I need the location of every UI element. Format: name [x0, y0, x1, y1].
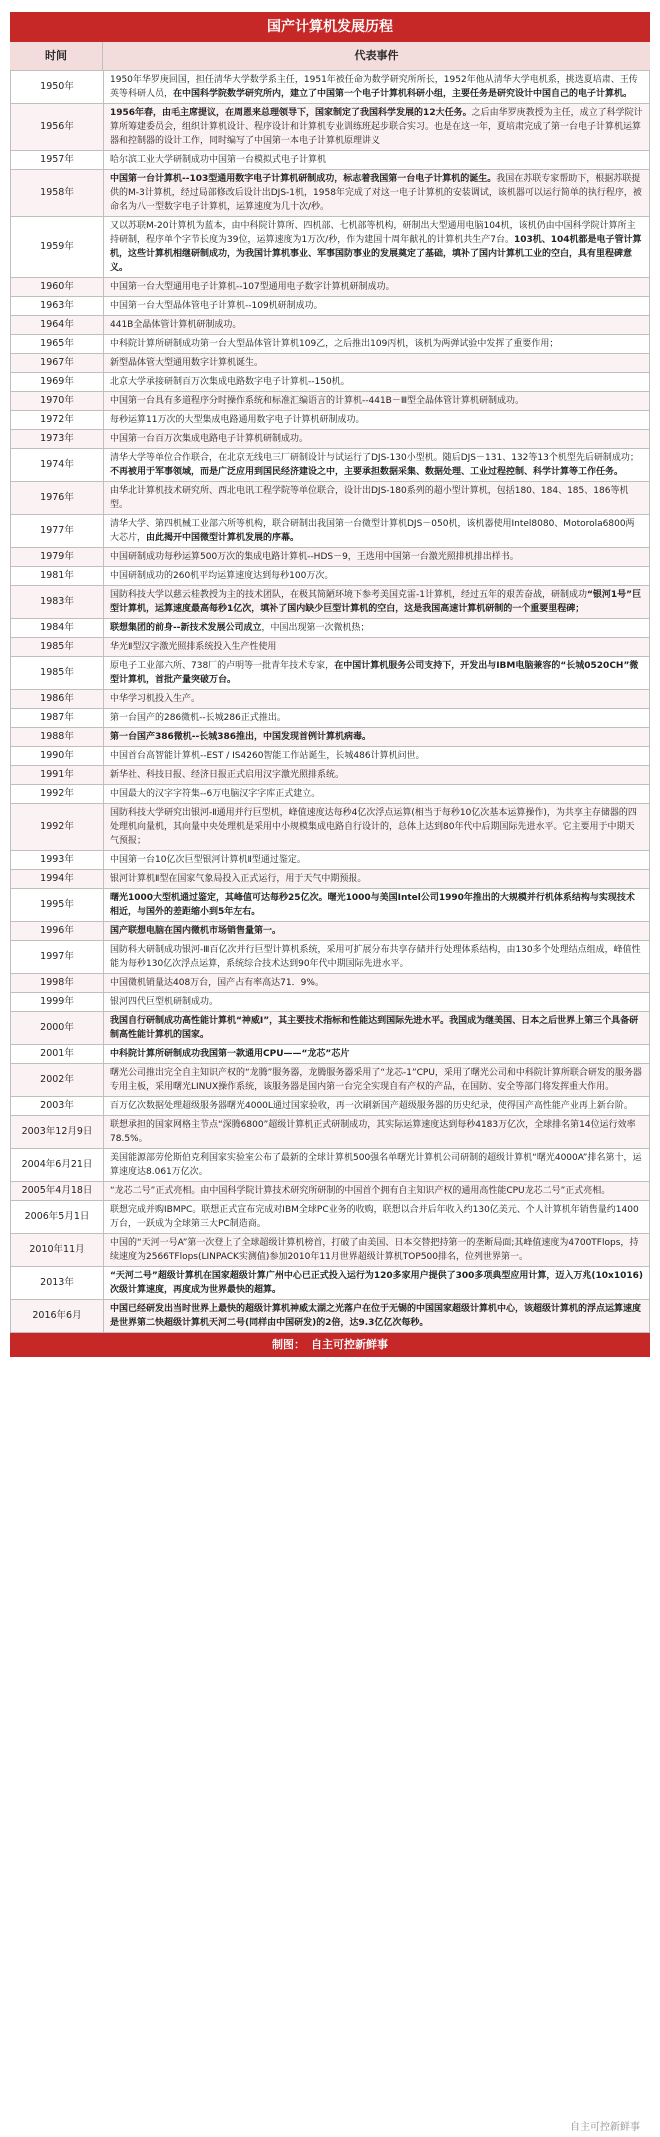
- row-event: [104, 851, 649, 869]
- event-text-bold: “银河1号”巨型计算机，运算速度最高每秒1亿次，填补了国内缺少巨型计算机的空白，这是我国高速计算机研制的一个重要里程碑；: [110, 590, 642, 614]
- row-event: [104, 316, 649, 334]
- row-event: [104, 297, 649, 315]
- table-row: [11, 1012, 649, 1045]
- event-text-pre: 又以苏联M-20计算机为蓝本，由中科院计算所、四机部、七机部等机构，研制出大型通用电脑104机，该机仍由中国科学院计算所主持研制，程序单个字节长度为39位，运算速度为1万次/秒，作为建国十周年献礼的计算机共生产7台。: [110, 221, 636, 245]
- row-year: 1987年: [11, 709, 104, 727]
- table-row: [11, 392, 649, 411]
- table-row: [11, 151, 649, 170]
- table-row: [11, 974, 649, 993]
- event-text-pre: 新华社、科技日报、经济日报正式启用汉字激光照排系统。: [110, 770, 345, 780]
- row-event: [104, 1012, 649, 1044]
- row-event: [104, 922, 649, 940]
- table-row: [11, 1182, 649, 1201]
- row-year: 1957年: [11, 151, 104, 169]
- event-text-bold: 在中国计算机服务公司支持下，开发出与IBM电脑兼容的“长城0520CH”微型计算机，首批产量突破万台。: [110, 661, 639, 685]
- table-row: [11, 766, 649, 785]
- row-year: 1959年: [11, 217, 104, 277]
- table-row: [11, 586, 649, 619]
- event-text-pre: 中科院计算所研制成功第一台大型晶体管计算机109乙，之后推出109丙机，该机为两弹试验中发挥了重要作用；: [110, 339, 559, 349]
- row-event: [104, 974, 649, 992]
- event-text-bold: 联想集团的前身--新技术发展公司成立: [110, 623, 262, 633]
- table-row: [11, 1045, 649, 1064]
- row-event: [104, 690, 649, 708]
- row-event: [104, 482, 649, 514]
- row-event: [104, 411, 649, 429]
- row-year: 1993年: [11, 851, 104, 869]
- event-text-pre: 中国首台高智能计算机--EST / IS4260智能工作站诞生，长城486计算机问世。: [110, 751, 425, 761]
- row-year: 1970年: [11, 392, 104, 410]
- row-year: 2004年6月21日: [11, 1149, 104, 1181]
- row-event: [104, 804, 649, 850]
- event-text-post: 之后由华罗庚教授为主任，成立了科学院计算所筹建委员会，组织计算机设计、程序设计和计算机专业训练班起步联合实习。也是在这一年，夏培肃完成了第一台电子计算机运算器和控制器的设计工作，同时编写了中国第一本电子计算机原理讲义: [110, 108, 643, 146]
- row-event: [104, 1149, 649, 1181]
- row-year: 1995年: [11, 889, 104, 921]
- row-year: 1974年: [11, 449, 104, 481]
- event-text-pre: 中国微机销量达408万台，国产占有率高达71．9%。: [110, 978, 324, 988]
- row-event: [104, 1267, 649, 1299]
- footer-maker: 自主可控新鲜事: [311, 1338, 388, 1351]
- row-event: [104, 1201, 649, 1233]
- row-year: 1998年: [11, 974, 104, 992]
- row-year: 1988年: [11, 728, 104, 746]
- row-event: [104, 515, 649, 547]
- row-year: 1977年: [11, 515, 104, 547]
- table-row: [11, 1267, 649, 1300]
- row-event: [104, 728, 649, 746]
- table-row: [11, 430, 649, 449]
- watermark: 自主可控新鲜事: [570, 2122, 640, 2133]
- page: [0, 12, 660, 2137]
- row-year: 2006年5月1日: [11, 1201, 104, 1233]
- event-text-bold: 不再被用于军事领域，而是广泛应用到国民经济建设之中，主要承担数据采集、数据处理、工业过程控制、科学计算等工作任务。: [110, 467, 624, 477]
- event-text-pre: 新型晶体管大型通用数字计算机诞生。: [110, 358, 264, 368]
- row-event: [104, 747, 649, 765]
- table-header: [10, 42, 650, 71]
- event-text-pre: 第一台国产的286微机--长城286正式推出。: [110, 713, 286, 723]
- table-row: [11, 870, 649, 889]
- row-year: 2001年: [11, 1045, 104, 1063]
- event-text-pre: 清华大学、第四机械工业部六所等机构，联合研制出我国第一台微型计算机DJS－050机，该机器使用Intel8080、Motorola6800两大芯片，: [110, 519, 635, 543]
- row-event: [104, 335, 649, 353]
- table-row: [11, 709, 649, 728]
- row-year: 1969年: [11, 373, 104, 391]
- table-row: [11, 851, 649, 870]
- footer-credit: [10, 1333, 650, 1357]
- row-year: 1991年: [11, 766, 104, 784]
- event-text-bold: 第一台国产386微机--长城386推出，中国发现首例计算机病毒。: [110, 732, 372, 742]
- row-year: 1958年: [11, 170, 104, 216]
- event-text-bold: “天河二号”超级计算机在国家超级计算广州中心已正式投入运行为120多家用户提供了300多项典型应用计算，迈入万兆(10x1016)次级计算速度，再度成为世界最快的超算。: [110, 1271, 644, 1295]
- event-text-pre: 中国第一台大型通用电子计算机--107型通用电子数字计算机研制成功。: [110, 282, 395, 292]
- row-year: 1992年: [11, 785, 104, 803]
- table-row: [11, 411, 649, 430]
- row-event: [104, 586, 649, 618]
- row-year: 2010年11月: [11, 1234, 104, 1266]
- event-text-bold: 我国自行研制成功高性能计算机“神威Ⅰ”，其主要技术指标和性能达到国际先进水平。我国成为继美国、日本之后世界上第三个具备研制高性能计算机的国家。: [110, 1016, 639, 1040]
- event-text-bold: 1956年春，由毛主席提议，在周恩来总理领导下，国家制定了我国科学发展的12大任务。: [110, 108, 472, 118]
- row-year: 2016年6月: [11, 1300, 104, 1332]
- event-text-bold: 中国第一台计算机--103型通用数字电子计算机研制成功，标志着我国第一台电子计算机的诞生。: [110, 174, 497, 184]
- event-text-pre: 曙光公司推出完全自主知识产权的“龙腾”服务器，龙腾服务器采用了“龙芯-1”CPU，采用了曙光公司和中科院计算所联合研发的服务器专用主板，采用曙光LINUX操作系统，该服务器是国内第一台完全实现自有产权的产品，在国防、安全等部门将发挥重大作用。: [110, 1068, 642, 1092]
- table-row: [11, 515, 649, 548]
- row-year: 2013年: [11, 1267, 104, 1299]
- table-row: [11, 728, 649, 747]
- row-year: 1979年: [11, 548, 104, 566]
- event-text-pre: 哈尔滨工业大学研制成功中国第一台模拟式电子计算机: [110, 155, 327, 165]
- event-text-pre: 中国的“天河一号A”第一次登上了全球超级计算机榜首，打破了由美国、日本交替把持第一的垄断局面;其峰值速度为4700TFlops，持续速度为2566TFlops(LINPACK实测值)参加2010年11月世界超级计算机TOP500排名，位列世界第一。: [110, 1238, 639, 1262]
- event-text-pre: 北京大学承接研制百万次集成电路数字电子计算机--150机。: [110, 377, 350, 387]
- event-text-bold: 由此揭开中国微型计算机发展的序幕。: [146, 533, 300, 543]
- event-text-pre: 国防科技大学以慈云桂教授为主的技术团队，在极其简陋环境下参考美国克雷-1计算机，经过五年的艰苦奋战，研制成功: [110, 590, 587, 600]
- event-text-pre: 原电子工业部六所、738厂的卢明等一批青年技术专家，: [110, 661, 335, 671]
- row-year: 1986年: [11, 690, 104, 708]
- row-event: [104, 151, 649, 169]
- table-row: [11, 657, 649, 690]
- table-row: [11, 1097, 649, 1116]
- event-text-pre: 国防科大研制成功银河-Ⅲ百亿次并行巨型计算机系统，采用可扩展分布共享存储并行处理体系结构，由130多个处理结点组成，峰值性能为每秒130亿次浮点运算，系统综合技术达到90年代中期国际先进水平。: [110, 945, 641, 969]
- footer-label: 制图：: [272, 1338, 305, 1351]
- row-event: [104, 217, 649, 277]
- row-year: 1976年: [11, 482, 104, 514]
- event-text-post: 我国在苏联专家帮助下，根据苏联提供的M-3计算机，经过局部修改后设计出DJS-1机，1958年完成了对这一电子计算机的安装调试，该机器可以运行简单的执行程序，被命名为八一型数字电子计算机，运算速度为几十次/秒。: [110, 174, 642, 212]
- table-row: [11, 941, 649, 974]
- row-year: 2003年12月9日: [11, 1116, 104, 1148]
- row-year: 1956年: [11, 104, 104, 150]
- row-event: [104, 870, 649, 888]
- table-row: [11, 567, 649, 586]
- row-event: [104, 71, 649, 103]
- event-text-pre: 中国研制成功的260机平均运算速度达到每秒100万次。: [110, 571, 334, 581]
- row-event: [104, 709, 649, 727]
- event-text-bold: 曙光1000大型机通过鉴定，其峰值可达每秒25亿次。曙光1000与美国Intel公司1990年推出的大规模并行机体系结构与实现技术相近，与国外的差距缩小到5年左右。: [110, 893, 635, 917]
- event-text-bold: 103机、104机都是电子管计算机，这些计算机相继研制成功，为我国计算机事业、军事国防事业的发展奠定了基础，填补了国内计算机工业的空白，具有里程碑意义。: [110, 235, 642, 273]
- table-row: [11, 1064, 649, 1097]
- event-text-pre: 银河计算机Ⅱ型在国家气象局投入正式运行，用于天气中期预报。: [110, 874, 367, 884]
- row-event: [104, 278, 649, 296]
- table-row: [11, 993, 649, 1012]
- table-row: [11, 170, 649, 217]
- page-title: 国产计算机发展历程: [10, 12, 650, 42]
- table-row: [11, 922, 649, 941]
- row-year: 1964年: [11, 316, 104, 334]
- table-row: [11, 449, 649, 482]
- table-row: [11, 482, 649, 515]
- event-text-pre: 联想承担的国家网格主节点“深腾6800”超级计算机正式研制成功，其实际运算速度达到每秒4183万亿次，全球排名第14位运行效率78.5%。: [110, 1120, 636, 1144]
- row-year: 2002年: [11, 1064, 104, 1096]
- row-event: [104, 1300, 649, 1332]
- table-row: [11, 690, 649, 709]
- row-year: 1990年: [11, 747, 104, 765]
- table-row: [11, 1234, 649, 1267]
- row-year: 1997年: [11, 941, 104, 973]
- event-text-bold: 中科院计算所研制成功我国第一款通用CPU——“龙芯”芯片: [110, 1049, 350, 1059]
- row-event: [104, 1116, 649, 1148]
- event-text-pre: 中国最大的汉字字符集--6万电脑汉字字库正式建立。: [110, 789, 321, 799]
- row-event: [104, 430, 649, 448]
- table-row: [11, 1116, 649, 1149]
- row-year: 2003年: [11, 1097, 104, 1115]
- row-year: 1981年: [11, 567, 104, 585]
- event-text-bold: 在中国科学院数学研究所内，建立了中国第一个电子计算机科研小组，主要任务是研究设计中国自己的电子计算机。: [173, 89, 633, 99]
- event-text-pre: 清华大学等单位合作联合，在北京无线电三厂研制设计与试运行了DJS-130小型机。随后DJS－131、132等13个机型先后研制成功；: [110, 453, 639, 463]
- row-event: [104, 1234, 649, 1266]
- row-event: [104, 373, 649, 391]
- event-text-pre: 中国第一台大型晶体管电子计算机--109机研制成功。: [110, 301, 323, 311]
- event-text-pre: 中国研制成功每秒运算500万次的集成电路计算机--HDS－9，王选用中国第一台激光照排机排出样书。: [110, 552, 519, 562]
- event-text-pre: 441B全晶体管计算机研制成功。: [110, 320, 242, 330]
- row-year: 2000年: [11, 1012, 104, 1044]
- table-row: [11, 1149, 649, 1182]
- event-text-bold: 国产联想电脑在国内微机市场销售量第一。: [110, 926, 282, 936]
- table-row: [11, 785, 649, 804]
- table-row: [11, 373, 649, 392]
- table-row: [11, 316, 649, 335]
- row-event: [104, 993, 649, 1011]
- table-row: [11, 104, 649, 151]
- event-text-pre: 中华学习机投入生产。: [110, 694, 201, 704]
- table-row: [11, 1201, 649, 1234]
- row-year: 1972年: [11, 411, 104, 429]
- row-event: [104, 104, 649, 150]
- event-text-pre: 中国第一台10亿次巨型银河计算机Ⅱ型通过鉴定。: [110, 855, 306, 865]
- row-event: [104, 657, 649, 689]
- table-row: [11, 889, 649, 922]
- row-year: 1985年: [11, 638, 104, 656]
- event-text-pre: 百万亿次数据处理超级服务器曙光4000L通过国家验收，再一次刷新国产超级服务器的历史纪录，使得国产高性能产业再上新台阶。: [110, 1101, 633, 1111]
- row-year: 1984年: [11, 619, 104, 637]
- event-text-pre: “龙芯二号”正式亮相。由中国科学院计算技术研究所研制的中国首个拥有自主知识产权的通用高性能CPU龙芯二号”正式亮相。: [110, 1186, 611, 1196]
- table-row: [11, 335, 649, 354]
- table-row: [11, 1300, 649, 1333]
- header-time: 时间: [10, 42, 103, 70]
- event-text-pre: 银河四代巨型机研制成功。: [110, 997, 219, 1007]
- row-event: [104, 1045, 649, 1063]
- row-event: [104, 449, 649, 481]
- event-text-pre: 中国第一台具有多道程序分时操作系统和标准汇编语言的计算机--441B－Ⅲ型全晶体管计算机研制成功。: [110, 396, 525, 406]
- table-row: [11, 354, 649, 373]
- history-table: [10, 71, 650, 1333]
- event-text-pre: 中国第一台百万次集成电路电子计算机研制成功。: [110, 434, 309, 444]
- row-year: 1983年: [11, 586, 104, 618]
- event-text-pre: 由华北计算机技术研究所、西北电讯工程学院等单位联合，设计出DJS-180系列的超小型计算机，包括180、184、185、186等机型。: [110, 486, 629, 510]
- event-text-pre: 联想完成并购IBMPC。联想正式宣布完成对IBM全球PC业务的收购，联想以合并后年收入约130亿美元、个人计算机年销售量约1400万台，一跃成为全球第三大PC制造商。: [110, 1205, 639, 1229]
- row-year: 1960年: [11, 278, 104, 296]
- row-year: 1985年: [11, 657, 104, 689]
- row-event: [104, 548, 649, 566]
- row-year: 1996年: [11, 922, 104, 940]
- table-row: [11, 71, 649, 104]
- row-year: 2005年4月18日: [11, 1182, 104, 1200]
- row-year: 1963年: [11, 297, 104, 315]
- row-year: 1994年: [11, 870, 104, 888]
- row-event: [104, 1064, 649, 1096]
- header-event: 代表事件: [354, 49, 399, 62]
- table-row: [11, 619, 649, 638]
- event-text-pre: 华光Ⅱ型汉字激光照排系统投入生产性使用: [110, 642, 277, 652]
- event-text-pre: 1950年华罗庚回国，担任清华大学数学系主任，1951年被任命为数学研究所所长，1952年他从清华大学电机系，挑选夏培肃、王传英等科研人员，: [110, 75, 638, 99]
- event-text-post: ，中国出现第一次微机热；: [261, 623, 370, 633]
- row-year: 1965年: [11, 335, 104, 353]
- event-text-bold: 中国已经研发出当时世界上最快的超级计算机神威太湖之光落户在位于无锡的中国国家超级计算机中心，该超级计算机的浮点运算速度是世界第二快超级计算机天河二号(同样由中国研发)的2倍，达9.3亿亿次每秒。: [110, 1304, 642, 1328]
- row-event: [104, 941, 649, 973]
- row-year: 1992年: [11, 804, 104, 850]
- row-event: [104, 392, 649, 410]
- row-event: [104, 567, 649, 585]
- row-event: [104, 354, 649, 372]
- table-row: [11, 747, 649, 766]
- row-year: 1967年: [11, 354, 104, 372]
- row-event: [104, 766, 649, 784]
- table-row: [11, 548, 649, 567]
- row-event: [104, 638, 649, 656]
- row-year: 1973年: [11, 430, 104, 448]
- row-event: [104, 785, 649, 803]
- row-year: 1950年: [11, 71, 104, 103]
- table-row: [11, 638, 649, 657]
- event-text-pre: 国防科技大学研究出银河-Ⅱ通用并行巨型机，峰值速度达每秒4亿次浮点运算(相当于每秒10亿次基本运算操作)，为共享主存储器的四处理机向量机，其向量中央处理机是采用中小规模集成电路自行设计的，总体上达到80年代中后期国际先进水平。它主要用于中期天气预报；: [110, 808, 637, 846]
- row-event: [104, 1182, 649, 1200]
- row-event: [104, 889, 649, 921]
- row-year: 1999年: [11, 993, 104, 1011]
- row-event: [104, 1097, 649, 1115]
- row-event: [104, 619, 649, 637]
- table-row: [11, 217, 649, 278]
- table-row: [11, 804, 649, 851]
- row-event: [104, 170, 649, 216]
- event-text-pre: 每秒运算11万次的大型集成电路通用数字电子计算机研制成功。: [110, 415, 365, 425]
- table-row: [11, 297, 649, 316]
- event-text-pre: 美国能源部劳伦斯伯克利国家实验室公布了最新的全球计算机500强名单曙光计算机公司研制的超级计算机“曙光4000A”排名第十，运算速度达8.061万亿次。: [110, 1153, 642, 1177]
- table-row: [11, 278, 649, 297]
